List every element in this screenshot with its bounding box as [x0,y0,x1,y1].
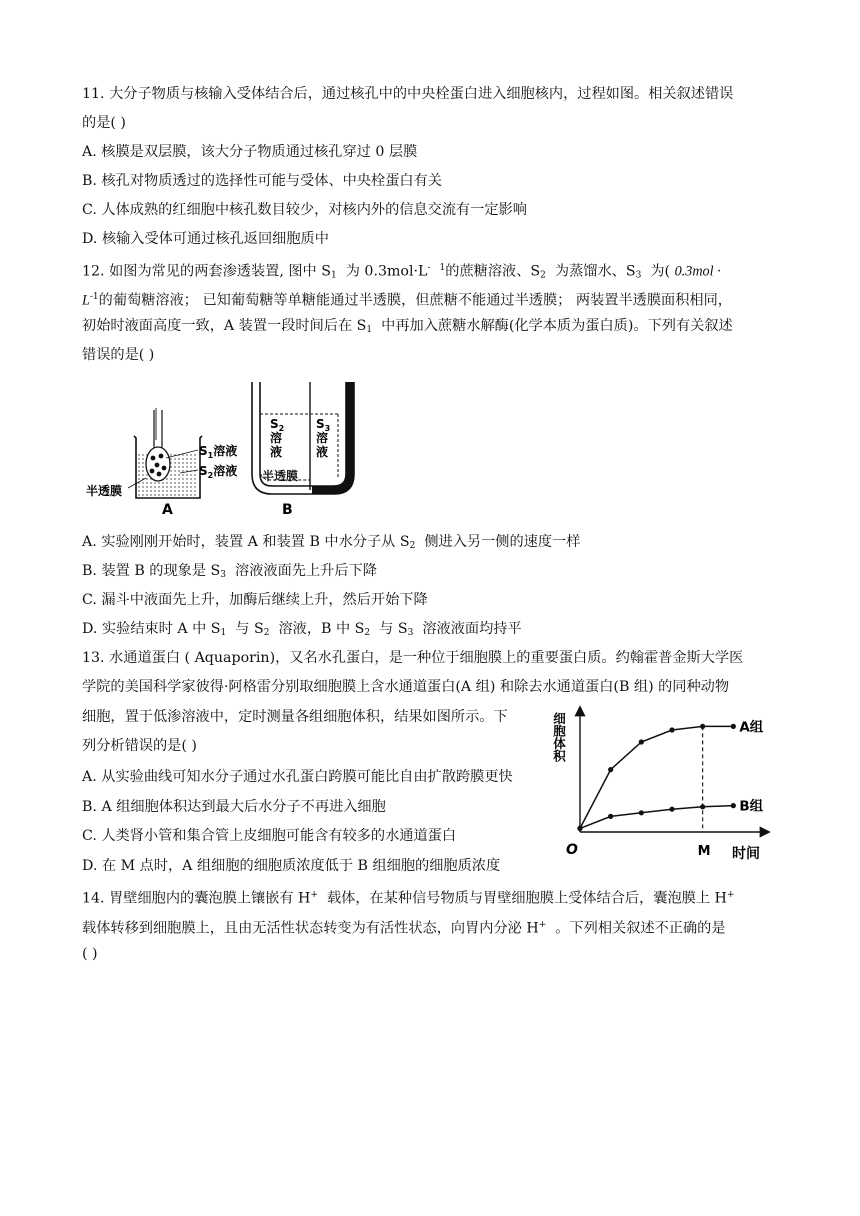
apparatus-b [252,382,354,518]
data-point [577,826,582,831]
y-axis-label: 细胞体积 [551,712,567,762]
label-b-s3: S [316,417,325,431]
q12-stem-line3: 初始时液面高度一致，A 装置一段时间后在 $S_1$ 中再加入蔗糖水解酶(化学本质为蛋白质)。下列有关叙述 [82,318,733,335]
data-point [700,804,705,809]
q13-option-d: D. 在 M 点时，A 组细胞的细胞质浓度低于 B 组细胞的细胞质浓度 [82,858,501,874]
q11-option-c: C. 人体成熟的红细胞中核孔数目较少，对核内外的信息交流有一定影响 [82,202,527,218]
q14-stem-line3: ( ) [82,946,98,962]
label-b-s2: S [270,417,279,431]
q14-stem-line2: 载体转移到细胞膜上，且由无活性状态转变为有活性状态，向胃内分泌 H+ 。下列相关叙述不正确的是 [82,920,726,937]
data-point [669,727,674,732]
data-point [608,814,613,819]
q13-stem-line3: 细胞，置于低渗溶液中，定时测量各组细胞体积，结果如图所示。下 [82,709,508,725]
q11-option-b: B. 核孔对物质透过的选择性可能与受体、中央栓蛋白有关 [82,173,442,189]
x-axis-label: 时间 [732,846,760,862]
svg-text:溶: 溶 [270,431,283,445]
svg-text:液: 液 [270,445,283,459]
label-membrane-a: 半透膜 [86,484,123,498]
q12-stem-line2: $L^{-1}$的葡萄糖溶液； 已知葡萄糖等单糖能通过半透膜，但蔗糖不能通过半透膜； 两装置半透膜面积相同， [82,292,732,309]
q11-stem-line2: 的是( ) [82,115,126,131]
q13-option-b: B. A 组细胞体积达到最大后水分子不再进入细胞 [82,799,386,815]
q11-option-d: D. 核输入受体可通过核孔返回细胞质中 [82,231,329,247]
q13-option-c: C. 人类肾小管和集合管上皮细胞可能含有较多的水通道蛋白 [82,828,457,844]
q11-option-a: A. 核膜是双层膜，该大分子物质通过核孔穿过 0 层膜 [82,144,418,160]
origin-label: O [566,842,578,858]
osmosis-apparatus-figure [82,378,372,518]
svg-text:S3: $S_3$ [316,417,331,433]
q12-stem-line1: 12. 如图为常见的两套渗透装置, 图中 $S_1$ 为 0.3mol·L- $^1$的蔗糖溶液、$S_2$ 为蒸馏水、$S_3$ 为( 0.3mol · [82,263,721,281]
q13-stem-line4: 列分析错误的是( ) [82,738,197,754]
q13-option-a: A. 从实验曲线可知水分子通过水孔蛋白跨膜可能比自由扩散跨膜更快 [82,769,513,785]
data-point [731,803,736,808]
label-s1: S [199,444,208,458]
q14-stem-line1: 14. 胃壁细胞内的囊泡膜上镶嵌有 H+ 载体，在某种信号物质与胃壁细胞膜上受体结合后，囊泡膜上 H+ [82,890,735,907]
q12-stem-line4: 错误的是( ) [82,347,155,363]
data-point [669,807,674,812]
svg-text:S2溶液: $S_2$溶液 [199,464,238,480]
apparatus-a [86,408,237,518]
q11-stem-line1: 11. 大分子物质与核输入受体结合后，通过核孔中的中央栓蛋白进入细胞核内，过程如图。相关叙述错误 [82,86,734,102]
svg-text:S2: $S_2$ [270,417,285,433]
q13-stem-line2: 学院的美国科学家彼得·阿格雷分别取细胞膜上含水通道蛋白(A 组) 和除去水通道蛋白(B 组) 的同种动物 [82,679,730,695]
data-point [608,767,613,772]
series-label-a: A组 [739,719,764,736]
series-line-a [580,726,733,828]
svg-text:溶: 溶 [316,431,329,445]
label-a: A [162,502,173,518]
q12-option-b: B. 装置 B 的现象是 $S_3$ 溶液液面先上升后下降 [82,563,377,580]
m-tick-label: M [697,844,711,859]
svg-text:液: 液 [316,445,329,459]
q12-option-a: A. 实验刚刚开始时，装置 A 和装置 B 中水分子从 $S_2$ 侧进入另一侧的速度一样 [82,534,581,551]
series-label-b: B组 [739,798,764,815]
series-line-b [580,806,733,829]
label-b: B [282,502,293,518]
cell-volume-chart [551,702,780,864]
q12-option-c: C. 漏斗中液面先上升，加酶后继续上升，然后开始下降 [82,592,428,608]
data-point [731,724,736,729]
data-point [639,739,644,744]
q12-option-d: D. 实验结束时 A 中 $S_1$ 与 $S_2$ 溶液，B 中 $S_2$ 与 $S_3$ 溶液液面均持平 [82,621,522,638]
q13-stem-line1: 13. 水通道蛋白 ( Aquaporin)，又名水孔蛋白，是一种位于细胞膜上的重要蛋白质。约翰霍普金斯大学医 [82,650,744,666]
data-point [700,724,705,729]
label-s2: S [199,464,208,478]
svg-text:S1溶液: $S_1$溶液 [199,444,238,460]
data-point [639,810,644,815]
label-membrane-b: 半透膜 [262,469,299,483]
